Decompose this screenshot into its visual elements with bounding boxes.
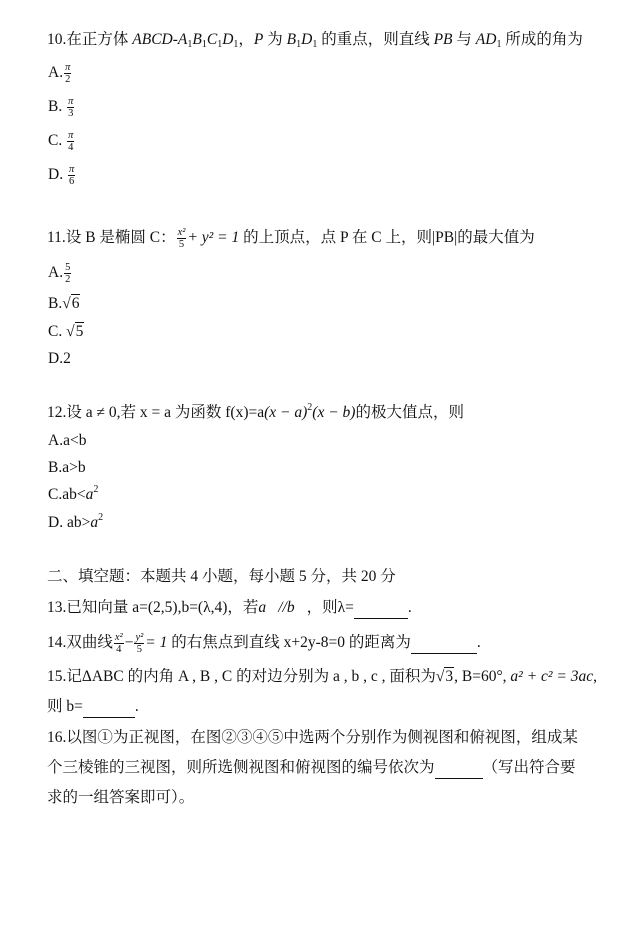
sqrt: √3: [435, 668, 454, 685]
fraction: $\frac{\text{y²}}{5}$: [135, 632, 144, 655]
fraction: $\frac{\pi}{6}$: [68, 164, 75, 187]
fraction: $\frac{5}{2}$: [65, 262, 71, 285]
q10-option-a: A. $\frac{\pi}{2}$: [48, 62, 71, 85]
q16-line2: 个三棱锥的三视图，则所选侧视图和俯视图的编号依次为 （写出符合要: [47, 758, 576, 779]
answer-blank: [83, 697, 135, 718]
q12-option-b: B.a>b: [48, 459, 86, 476]
q12-option-a: A.a<b: [48, 432, 87, 449]
sqrt: √5: [66, 323, 84, 340]
q11-option-b: B.√6: [48, 295, 80, 312]
q12-stem: 12.设 a ≠ 0,若 x = a 为函数 $f(x)=a(x - a)^2(x - b)$的极大值点，则: [47, 402, 464, 421]
section-header-fill-in: 二、填空题：本题共 4 小题，每小题 5 分，共 20 分: [47, 568, 396, 585]
q12-option-d: D. $ab>a^2$: [48, 512, 104, 531]
fraction: $\frac{\pi}{2}$: [65, 62, 71, 85]
q10-option-b: B. $\frac{\pi}{3}$: [48, 96, 74, 119]
fraction: $\frac{\pi}{4}$: [68, 130, 74, 153]
q10-stem: 10.在正方体 ABCD-$A_1B_1C_1D_1$，P 为 $B_1D_1$ 的重点，则直线 PB 与 $AD_1$ 所成的角为: [47, 31, 583, 50]
q15-line2: 则 b= .: [47, 697, 139, 718]
q11-stem: 11.设 B 是椭圆 C： $\frac{\text{x²}}{5}$ + y² = 1 的上顶点，点 P 在 C 上，则|PB|的最大值为: [47, 227, 535, 250]
q11-option-a: A. $\frac{5}{2}$: [48, 262, 71, 285]
answer-blank: [411, 633, 477, 654]
answer-blank: [435, 758, 483, 779]
q15-stem: 15.记ΔABC 的内角 A , B , C 的对边分别为 a , b , c , 面积为√3, B=60°, a² + c² = 3ac,: [47, 668, 598, 685]
fraction: $\frac{\pi}{3}$: [68, 96, 74, 119]
fraction: $\frac{\text{x²}}{4}$: [114, 632, 123, 655]
q12-option-c: $C.ab<a^2$: [48, 484, 99, 503]
fraction: $\frac{\text{x²}}{5}$: [177, 227, 186, 250]
q16-line1: 16.以图①为正视图，在图②③④⑤中选两个分别作为侧视图和俯视图，组成某: [47, 729, 578, 746]
q11-option-c: C. √5: [48, 323, 84, 340]
q16-line3: 求的一组答案即可）。: [47, 789, 195, 806]
q10-option-c: C. $\frac{\pi}{4}$: [48, 130, 74, 153]
q11-option-d: D.2: [48, 350, 71, 367]
sqrt: √6: [62, 295, 80, 312]
q13-stem: 13.已知向量 a=(2,5),b=(λ,4)，若a⃗//b⃗，则λ= .: [47, 598, 412, 619]
answer-blank: [354, 598, 408, 619]
q14-stem: 14.双曲线 $\frac{\text{x²}}{4}$ − $\frac{\text{y²}}{5}$ = 1 的右焦点到直线 x+2y-8=0 的距离为 .: [47, 632, 481, 655]
q10-option-d: D. $\frac{\pi}{6}$: [48, 164, 75, 187]
